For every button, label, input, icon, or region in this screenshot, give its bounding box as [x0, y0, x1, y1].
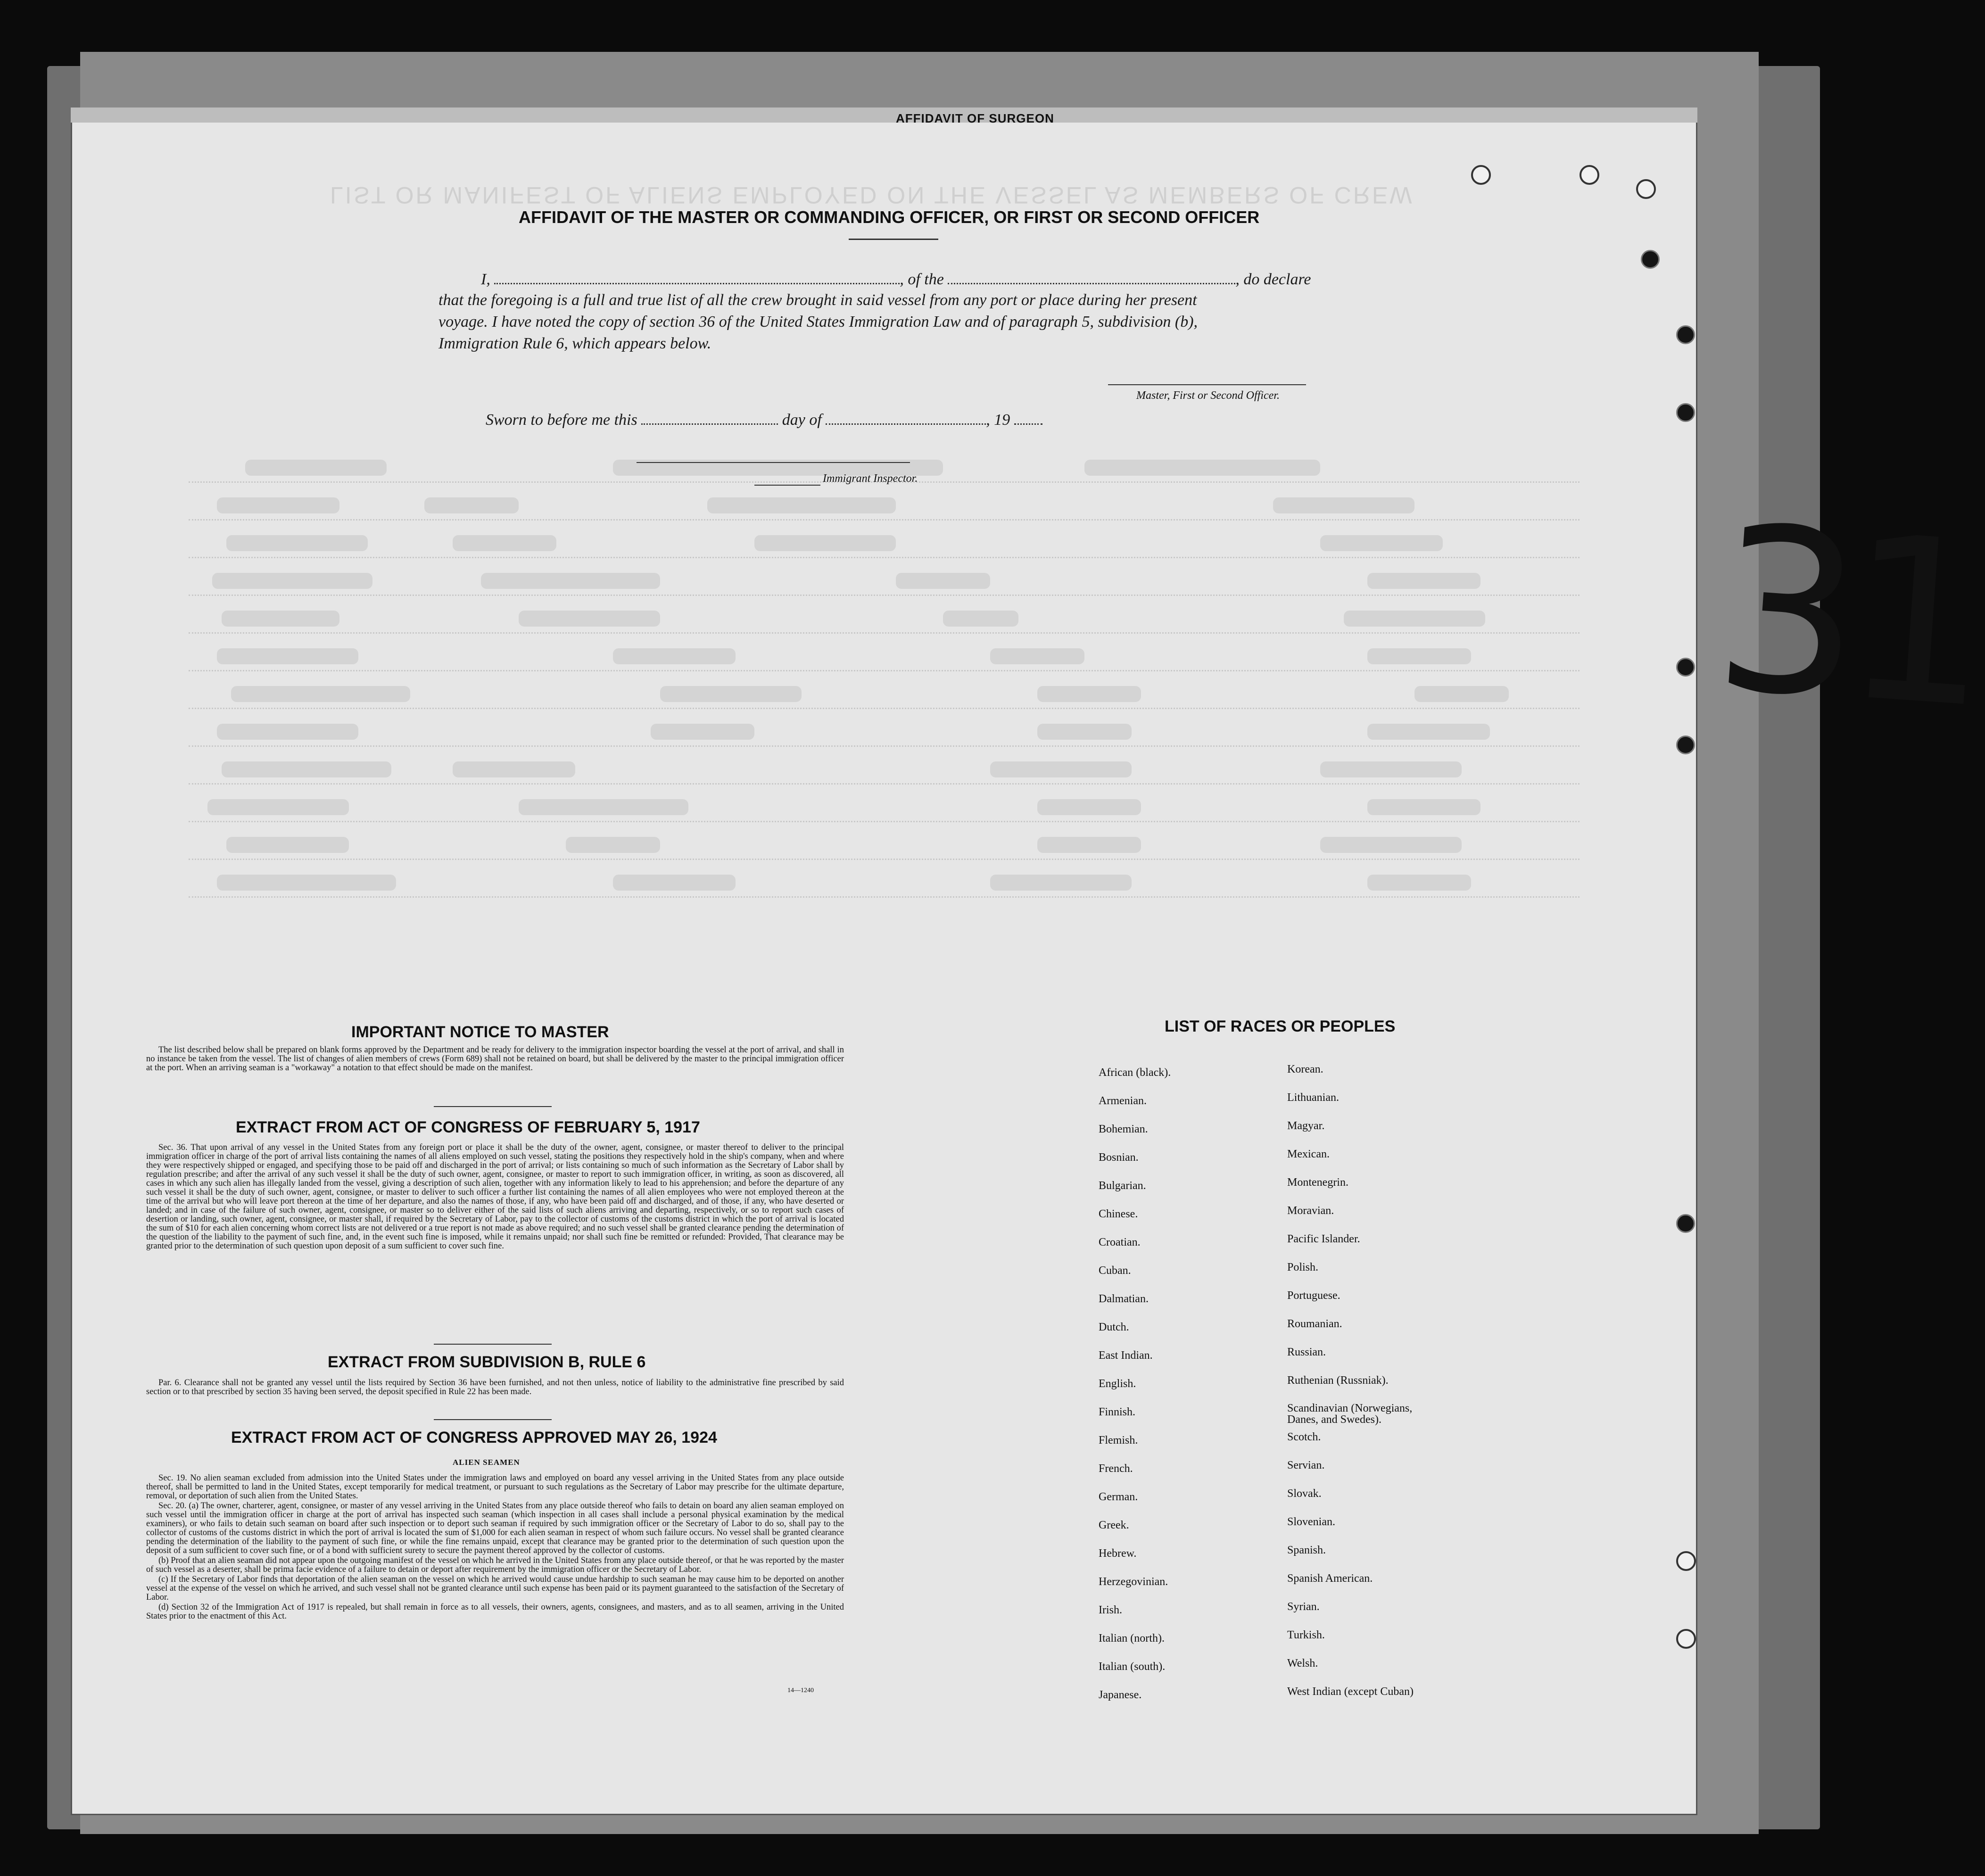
top-strip	[71, 107, 1697, 123]
race-item: Bulgarian.	[1099, 1180, 1146, 1192]
binder-hole	[1676, 1629, 1696, 1649]
binder-hole	[1676, 1214, 1695, 1233]
affidavit-line-2: that the foregoing is a full and true list of all the crew brought in said vessel from any port or place during her present	[438, 291, 1197, 309]
sworn-year-field[interactable]	[1014, 410, 1042, 425]
sworn-line	[486, 410, 1042, 429]
notice-paragraph: The list described below shall be prepared on blank forms approved by the Department and be ready for delivery to the immigration inspector boarding the vessel at the port of arrival, and shall in no instance be taken from the vessel. The list of changes of alien members of crews (Form 689) shall not be retained on board, but shall be delivered by the master to the principal immigration officer at the port. When an arriving seaman is a "workaway" a notation to that effect should be made on the manifest.	[146, 1045, 844, 1073]
race-item: Chinese.	[1099, 1208, 1138, 1220]
race-item: Dalmatian.	[1099, 1293, 1149, 1305]
race-item: English.	[1099, 1378, 1136, 1390]
binder-hole	[1676, 1551, 1696, 1571]
race-item: Mexican.	[1287, 1148, 1330, 1160]
race-item: Italian (south).	[1099, 1661, 1166, 1673]
race-item: Welsh.	[1287, 1657, 1318, 1669]
affidavit-line-1	[481, 270, 1311, 289]
section-19-paragraph: Sec. 19. No alien seaman excluded from admission into the United States under the immigration laws and employed on board any vessel arriving in the United States from any place outside thereof, shall be permitted to land in the United States, except temporarily for medical treatment, or pursuant to such regulations as the Secretary of Labor may prescribe for the ultimate departure, removal, or deportation of such alien from the United States.	[146, 1473, 844, 1501]
race-item: Roumanian.	[1287, 1318, 1342, 1330]
surgeon-affidavit-label: AFFIDAVIT OF SURGEON	[896, 111, 1054, 125]
race-item: Croatian.	[1099, 1236, 1141, 1248]
declare-label: , do declare	[1235, 271, 1311, 288]
sworn-year: , 19	[986, 411, 1010, 429]
title-rule	[849, 239, 938, 240]
race-item: Bohemian.	[1099, 1123, 1148, 1135]
binder-hole	[1580, 165, 1599, 185]
race-item: Herzegovinian.	[1099, 1576, 1168, 1588]
extract-1917-title: EXTRACT FROM ACT OF CONGRESS OF FEBRUARY 5, 1917	[236, 1118, 700, 1136]
inspector-label: Immigrant Inspector.	[823, 472, 918, 485]
race-item: Syrian.	[1287, 1601, 1320, 1613]
alien-seamen-subtitle: ALIEN SEAMEN	[453, 1458, 520, 1467]
rule-6-text	[146, 1379, 844, 1397]
binder-hole	[1676, 325, 1695, 344]
race-item: Montenegrin.	[1287, 1176, 1348, 1189]
race-item: Portuguese.	[1287, 1289, 1340, 1302]
form-number: 14—1240	[787, 1687, 814, 1694]
race-item: Ruthenian (Russniak).	[1287, 1374, 1389, 1387]
sworn-day-field[interactable]	[641, 410, 778, 425]
race-item: Turkish.	[1287, 1629, 1325, 1641]
section-20a-paragraph: Sec. 20. (a) The owner, charterer, agent, consignee, or master of any vessel arriving in the United States from any place outside thereof who fails to detain on board any alien seaman employed on such vessel until the immigration officer in charge at the port of arrival has inspected such seaman (which inspection in all cases shall include a personal physical examination by the medical examiners), or who fails to detain such seaman on board after such inspection or to deport such seaman if required by such immigration officer or the Secretary of Labor to do so, shall pay to the collector of customs of the customs district in which the port of arrival is located the sum of $1,000 for each alien seaman in respect of whom such failure occurs. No vessel shall be granted clearance pending the determination of the liability to the payment of such fine, or while the fine remains unpaid, except that clearance may be granted prior to the determination of such question upon the deposit of a sum sufficient to cover such fine, or of a bond with sufficient surety to secure the payment thereof approved by the collector of customs.	[146, 1501, 844, 1555]
race-item: Servian.	[1287, 1459, 1325, 1471]
race-item: Spanish American.	[1287, 1572, 1373, 1585]
race-item: Slovak.	[1287, 1488, 1322, 1500]
extract-1924-text	[146, 1474, 844, 1622]
bleed-through-header: LIST OR MANIFEST OF ALIENS EMPLOYED ON THE VESSEL AS MEMBERS OF CREW	[330, 182, 1414, 208]
vessel-label: , of the	[900, 271, 944, 288]
affidavit-title: AFFIDAVIT OF THE MASTER OR COMMANDING OFFICER, OR FIRST OR SECOND OFFICER	[519, 207, 1260, 227]
race-item: German.	[1099, 1491, 1138, 1503]
extract-1917-rule	[434, 1344, 552, 1345]
rule-6-paragraph: Par. 6. Clearance shall not be granted any vessel until the lists required by Section 36 have been furnished, and not then unless, notice of liability to the administrative fine prescribed by said section or to that prescribed by section 35 having been served, the deposit specified in Rule 22 has been made.	[146, 1378, 844, 1397]
race-item: Flemish.	[1099, 1434, 1138, 1446]
race-item: Greek.	[1099, 1519, 1129, 1531]
binder-hole	[1676, 736, 1695, 754]
handwritten-number: 31	[1707, 477, 1985, 758]
sworn-month-field[interactable]	[826, 410, 986, 425]
binder-hole	[1641, 250, 1660, 269]
notice-title: IMPORTANT NOTICE TO MASTER	[351, 1023, 609, 1041]
sworn-day-of: day of	[782, 411, 822, 429]
race-item: Polish.	[1287, 1261, 1319, 1273]
vessel-name-field[interactable]	[948, 270, 1235, 284]
race-item: Slovenian.	[1287, 1516, 1335, 1528]
race-item: Spanish.	[1287, 1544, 1326, 1556]
race-item: Moravian.	[1287, 1205, 1334, 1217]
race-item: Scotch.	[1287, 1431, 1321, 1443]
race-item: Lithuanian.	[1287, 1091, 1339, 1104]
binder-hole	[1676, 658, 1695, 677]
race-item: Finnish.	[1099, 1406, 1136, 1418]
race-item: Russian.	[1287, 1346, 1326, 1358]
race-item: Bosnian.	[1099, 1151, 1139, 1164]
race-item: French.	[1099, 1463, 1133, 1475]
notice-rule	[434, 1106, 552, 1107]
race-item: African (black).	[1099, 1066, 1171, 1079]
race-item: Hebrew.	[1099, 1547, 1137, 1560]
section-20c-paragraph: (c) If the Secretary of Labor finds that deportation of the alien seaman on the vessel on which he arrived would cause undue hardship to such seaman he may cause him to be deported on another vessel at the expense of the vessel on which he arrived, and such vessel shall not be granted clearance until such expense has been paid or its payment guaranteed to the satisfaction of the Secretary of Labor.	[146, 1575, 844, 1602]
section-20b-paragraph: (b) Proof that an alien seaman did not appear upon the outgoing manifest of the vessel on which he arrived in the United States from any place outside thereof, or that he was reported by the master of such vessel as a deserter, shall be prima facie evidence of a failure to detain or deport after requirement by the immigration officer or the Secretary of Labor.	[146, 1556, 844, 1574]
race-item: Cuban.	[1099, 1264, 1131, 1277]
notice-text	[146, 1046, 844, 1074]
master-signature-line[interactable]	[1108, 384, 1306, 385]
affidavit-line-3: voyage. I have noted the copy of section 36 of the United States Immigration Law and of paragraph 5, subdivision (b),	[438, 313, 1198, 331]
race-item: Scandinavian (Norwegians, Danes, and Swedes).	[1287, 1402, 1413, 1426]
declarant-label: I,	[481, 271, 490, 288]
race-item: Pacific Islander.	[1287, 1233, 1360, 1245]
sworn-prefix: Sworn to before me this	[486, 411, 637, 429]
race-item: West Indian (except Cuban)	[1287, 1686, 1414, 1698]
race-item: Italian (north).	[1099, 1632, 1165, 1645]
master-signature-label: Master, First or Second Officer.	[1136, 389, 1280, 402]
binder-hole	[1471, 165, 1491, 185]
binder-hole	[1676, 403, 1695, 422]
inspector-signature-line[interactable]	[637, 462, 910, 463]
inspector-underline	[754, 485, 820, 486]
section-20d-paragraph: (d) Section 32 of the Immigration Act of 1917 is repealed, but shall remain in force as to all vessels, their owners, agents, consignees, and masters, and as to all seamen, arriving in the United States prior to the enactment of this Act.	[146, 1603, 844, 1621]
race-item: Magyar.	[1287, 1120, 1325, 1132]
race-item: Armenian.	[1099, 1095, 1147, 1107]
race-item: Japanese.	[1099, 1689, 1142, 1701]
race-item: Irish.	[1099, 1604, 1122, 1616]
races-title: LIST OF RACES OR PEOPLES	[1165, 1017, 1396, 1035]
extract-1917-text	[146, 1143, 844, 1252]
extract-1924-title: EXTRACT FROM ACT OF CONGRESS APPROVED MAY 26, 1924	[231, 1429, 717, 1446]
affidavit-line-4: Immigration Rule 6, which appears below.	[438, 335, 711, 352]
races-left-column	[1099, 1066, 1171, 1717]
rule-6-rule	[434, 1419, 552, 1420]
race-item: Korean.	[1287, 1063, 1323, 1075]
binder-hole	[1636, 179, 1656, 199]
rule-6-title: EXTRACT FROM SUBDIVISION B, RULE 6	[328, 1353, 646, 1371]
race-item: Dutch.	[1099, 1321, 1129, 1333]
race-item: East Indian.	[1099, 1349, 1153, 1362]
races-right-column	[1287, 1063, 1419, 1714]
declarant-name-field[interactable]	[494, 270, 900, 284]
section-36-paragraph: Sec. 36. That upon arrival of any vessel in the United States from any foreign port or place it shall be the duty of the owner, agent, consignee, or master thereof to deliver to the principal immigration officer in charge of the port of arrival lists containing the names of all aliens employed on such vessel, stating the positions they respectively hold in the ship's company, when and where they were respectively shipped or engaged, and specifying those to be paid off and discharged in the port of arrival; or lists containing so much of such information as the Secretary of Labor shall by regulation prescribe; and after the arrival of any such vessel it shall be the duty of such owner, agent, consignee, or master to report to such immigration officer, in writing, as soon as discovered, all cases in which any such alien has illegally landed from the vessel, giving a description of such alien, together with any information likely to lead to his apprehension; and before the departure of any such vessel it shall be the duty of such owner, agent, consignee, or master to deliver to such officer a further list containing the names of all alien employees who were not employed thereon at the time of the arrival but who will leave port thereon at the time of her departure, and also the names of those, if any, who have been paid off and discharged, and of those, if any, who have deserted or landed; and in case of the failure of such owner, agent, consignee, or master so to deliver either of the said lists of such aliens arriving and departing, respectively, or so to report such cases of desertion or landing, such owner, agent, consignee, or master shall, if required by the Secretary of Labor, pay to the collector of customs of the customs district in which the port of arrival is located the sum of $10 for each alien concerning whom correct lists are not delivered or a true report is not made as above required; and no such vessel shall be granted clearance pending the determination of the question of the liability to the payment of such fine, and, in the event such fine is imposed, while it remains unpaid; nor shall such fine be remitted or refunded: Provided, That clearance may be granted prior to the determination of such question upon deposit of a sum sufficient to cover such fine.	[146, 1143, 844, 1251]
